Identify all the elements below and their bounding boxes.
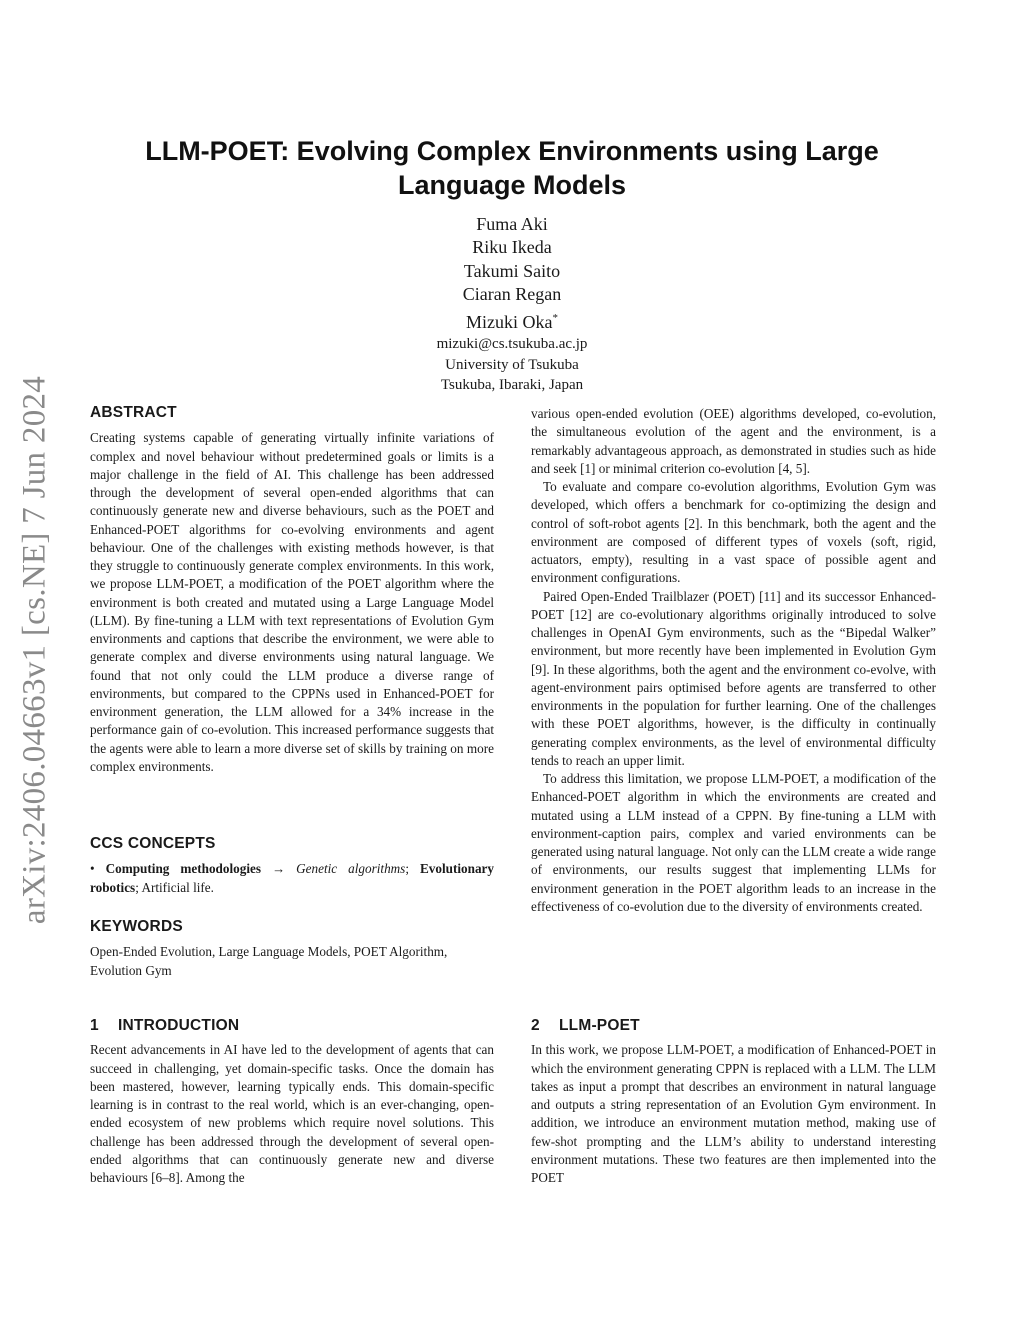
introduction-heading <box>90 1017 494 1035</box>
body-paragraph: To address this limitation, we propose LLM-POET, a modification of the Enhanced-POET algorithm in which the environments are created and mutated using a LLM instead of a CPPN. By fine-tuning a LLM with environment-caption pairs, complex and varied environments can be generated using natural language. Not only can the LLM create a wide range of environments, our results suggest that implementing LLMs for environment generation in the POET algorithm leads to an increase in the effectiveness of co-evolution due to the diversity of environments created. <box>531 771 936 914</box>
arxiv-id-text: arXiv:2406.04663v1 [cs.NE] 7 Jun 2024 <box>16 375 53 925</box>
introduction-section <box>90 1017 494 1187</box>
author-name: Takumi Saito <box>463 260 561 281</box>
section-number: 2 <box>531 1017 540 1034</box>
ccs-concepts-text <box>90 860 494 897</box>
title-line-1: LLM-POET: Evolving Complex Environments using Large <box>145 136 879 166</box>
paper-title <box>100 134 924 202</box>
abstract-text: Creating systems capable of generating virtually infinite variations of complex and novel behaviour without predetermined goals or limits is a major challenge in the field of AI. This challenge has been addressed through the development of several open-ended algorithms that can continuously generate new and diverse behaviours, such as the POET and Enhanced-POET algorithms for co-evolving environments and agent behaviour. One of the challenges with existing methods however, is that they struggle to continuously generate complex environments. In this work, we propose LLM-POET, a modification of the POET algorithm where the environment is both created and mutated using a Large Language Model (LLM). By fine-tuning a LLM with text representations of Evolution Gym environments and captions that describe the environment, we were able to generate complex and diverse environments using natural language. We found that not only could the LLM produce a diverse range of environments, but compared to the CPPNs used in Enhanced-POET for environment generation, the LLM allowed for a 34% increase in the performance gain of co-evolution. This increased performance suggests that the agents were able to learn a more diverse set of skills by training on more complex environments. <box>90 430 494 774</box>
body-paragraph: To evaluate and compare co-evolution algorithms, Evolution Gym was developed, which offers a benchmark for co-optimizing the design and control of soft-robot agents [2]. In this benchmark, both the agent and the environment are composed of different types of voxels (soft, rigid, actuators, empty), resulting in a vast space of possible agent and environment configurations. <box>531 479 936 586</box>
arxiv-side-stamp <box>10 370 60 930</box>
abstract-section <box>90 404 494 776</box>
corresponding-author-name: Mizuki Oka <box>466 311 553 332</box>
body-paragraph: various open-ended evolution (OEE) algorithms developed, co-evolution, the simultaneous evolution of the agent and the environment, is a remarkably advantageous approach, as demonstrated in studies such as hide and seek [1] or minimal criterion co-evolution [4, 5]. <box>531 406 936 476</box>
keywords-text: Open-Ended Evolution, Large Language Models, POET Algorithm, Evolution Gym <box>90 944 448 978</box>
author-institution: University of Tsukuba <box>445 356 579 373</box>
introduction-continued <box>531 405 936 916</box>
author-name <box>312 307 712 334</box>
introduction-text: Recent advancements in AI have led to the development of agents that can succeed in challenging, yet domain-specific tasks. Once the domain has been mastered, however, learning typically ends. This domain-specific learning is in contrast to the real world, which is an ever-changing, open-ended ecosystem of new problems which require novel solutions. This challenge has been addressed through the development of several open-ended algorithms that can continuously generate new and diverse behaviours [6–8]. Among the <box>90 1042 494 1185</box>
ccs-concepts-heading: CCS CONCEPTS <box>90 835 216 852</box>
ccs-concept-computing-methodologies: Computing methodologies <box>105 861 261 877</box>
ccs-concept-artificial-life: Artificial life. <box>141 879 214 895</box>
ccs-concepts-section <box>90 835 494 897</box>
ccs-concept-genetic-algorithms: Genetic algorithms <box>296 861 406 877</box>
author-email: mizuki@cs.tsukuba.ac.jp <box>436 336 588 353</box>
section-title: INTRODUCTION <box>118 1017 240 1034</box>
body-paragraph: Paired Open-Ended Trailblazer (POET) [11] and its successor Enhanced-POET [12] are co-evolutionary algorithms originally introduced to solve challenges in OpenAI Gym environments, such as the “Bipedal Walker” environment, but more recently have been implemented in Evolution Gym [9]. In these algorithms, both the agent and the environment co-evolve, with agent-environment pairs optimised before agents are transferred to other environments in the population for further learning. One of the challenges with these POET algorithms, however, is the difficulty in continually generating complex environments, as the level of environmental difficulty tends to reach an upper limit. <box>531 588 936 768</box>
section-title: LLM-POET <box>559 1017 640 1034</box>
llm-poet-text: In this work, we propose LLM-POET, a modification of Enhanced-POET in which the environment generating CPPN is replaced with a LLM. The LLM takes as input a prompt that describes an environment in natural language and outputs a string representation of an Evolution Gym environment. In addition, we introduce an environment mutation method, making use of few-shot prompting and the LLM’s ability to understand interesting environment mutations. These two features are then implemented into the POET <box>531 1042 936 1185</box>
author-location: Tsukuba, Ibaraki, Japan <box>440 377 584 394</box>
section-number: 1 <box>90 1017 99 1034</box>
title-line-2: Language Models <box>397 170 627 200</box>
abstract-heading: ABSTRACT <box>90 404 177 421</box>
author-block <box>312 213 712 396</box>
corresponding-author-mark: * <box>552 311 558 324</box>
author-name: Fuma Aki <box>476 214 548 234</box>
ccs-separator: ; <box>135 879 139 895</box>
author-name: Riku Ikeda <box>472 237 552 258</box>
llm-poet-heading <box>531 1017 936 1035</box>
ccs-separator: ; <box>405 861 409 877</box>
llm-poet-section <box>531 1017 936 1187</box>
ccs-arrow: → <box>271 861 286 877</box>
author-name: Ciaran Regan <box>462 284 562 305</box>
keywords-section <box>90 918 494 980</box>
ccs-bullet: • <box>90 861 95 877</box>
ccs-concept-evolutionary-robotics: Evolutionary robotics <box>90 861 495 895</box>
keywords-heading: KEYWORDS <box>90 918 183 935</box>
